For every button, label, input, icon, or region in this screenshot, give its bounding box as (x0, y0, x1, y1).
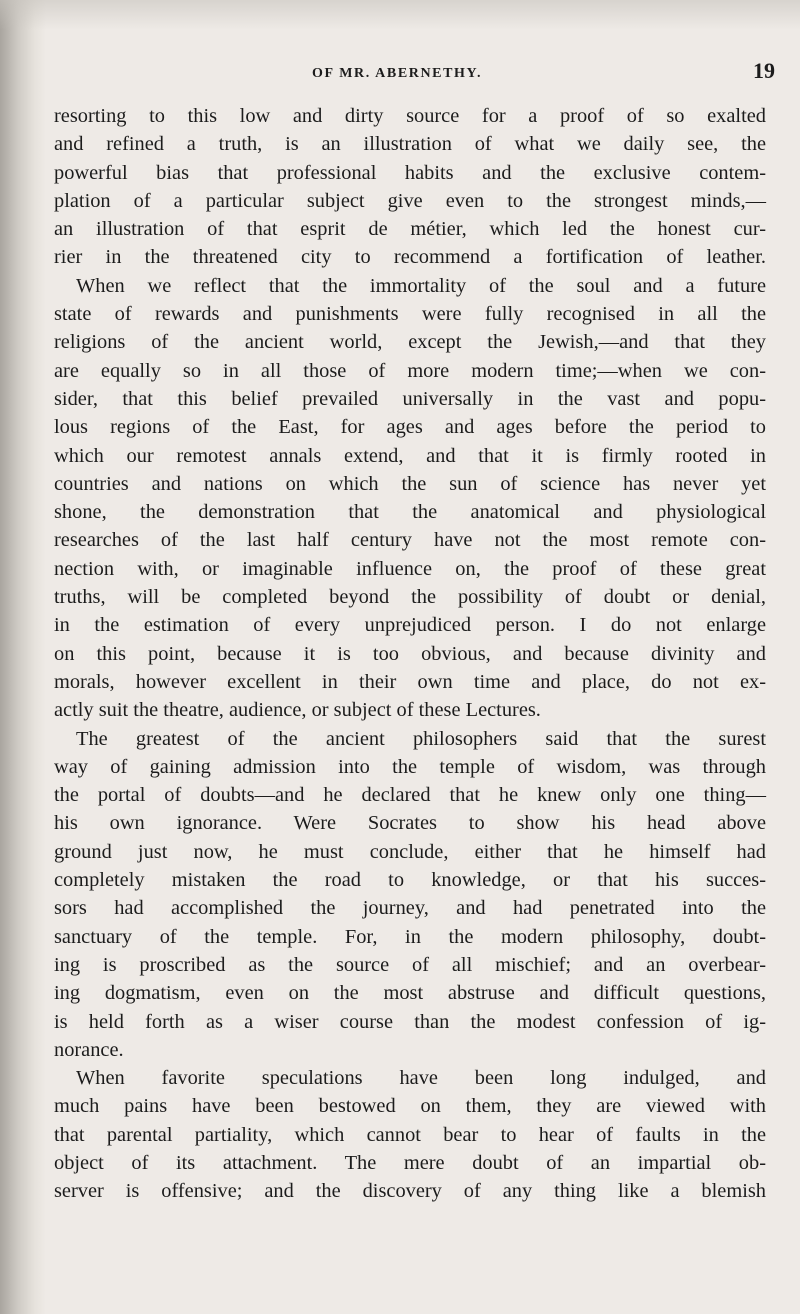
text-line: ing dogmatism, even on the most abstruse and difficult questions, (54, 982, 766, 1005)
text-line: religions of the ancient world, except the Jewish,—and that they (54, 331, 766, 354)
text-line: object of its attachment. The mere doubt of an impartial ob- (54, 1151, 766, 1174)
text-line: in the estimation of every unprejudiced person. I do not enlarge (54, 614, 766, 637)
page-binding-shadow (0, 0, 46, 1314)
text-line: rier in the threatened city to recommend a fortification of leather. (54, 246, 766, 269)
text-line: his own ignorance. Were Socrates to show his head above (54, 812, 766, 835)
text-line: countries and nations on which the sun of science has never yet (54, 472, 766, 495)
text-line: When favorite speculations have been long indulged, and (76, 1067, 766, 1090)
text-line: The greatest of the ancient philosophers said that the surest (76, 727, 766, 750)
text-line: way of gaining admission into the temple of wisdom, was through (54, 755, 766, 778)
text-line: truths, will be completed beyond the possibility of doubt or denial, (54, 586, 766, 609)
text-line: researches of the last half century have not the most remote con- (54, 529, 766, 552)
text-line: completely mistaken the road to knowledge, or that his succes- (54, 869, 766, 892)
text-line: resorting to this low and dirty source for a proof of so exalted (54, 105, 766, 127)
text-line: which our remotest annals extend, and that it is firmly rooted in (54, 444, 766, 467)
text-line: an illustration of that esprit de métier, which led the honest cur- (54, 218, 766, 241)
page-top-shadow (0, 0, 800, 30)
text-line: the portal of doubts—and he declared that he knew only one thing— (54, 784, 766, 807)
text-line: that parental partiality, which cannot bear to hear of faults in the (54, 1123, 766, 1146)
running-header: OF MR. ABERNETHY. (312, 66, 483, 81)
text-line: powerful bias that professional habits and the exclusive contem- (54, 161, 766, 184)
text-line: sanctuary of the temple. For, in the modern philosophy, doubt- (54, 925, 766, 948)
text-line: and refined a truth, is an illustration of what we daily see, the (54, 133, 766, 156)
text-line: actly suit the theatre, audience, or subject of these Lectures. (54, 699, 541, 722)
text-line: shone, the demonstration that the anatomical and physiological (54, 501, 766, 524)
text-line: lous regions of the East, for ages and ages before the period to (54, 416, 766, 439)
text-line: are equally so in all those of more modern time;—when we con- (54, 359, 766, 382)
text-line: plation of a particular subject give even to the strongest minds,— (54, 189, 766, 212)
text-line: is held forth as a wiser course than the modest confession of ig- (54, 1010, 766, 1033)
text-line: on this point, because it is too obvious, and because divinity and (54, 642, 766, 665)
text-line: ground just now, he must conclude, either that he himself had (54, 840, 766, 863)
body-text (54, 102, 766, 1206)
text-line: much pains have been bestowed on them, they are viewed with (54, 1095, 766, 1118)
text-line: server is offensive; and the discovery of any thing like a blemish (54, 1180, 766, 1203)
text-line: state of rewards and punishments were fully recognised in all the (54, 303, 766, 326)
text-line: sors had accomplished the journey, and had penetrated into the (54, 897, 766, 920)
page-number: 19 (753, 58, 775, 83)
text-line: When we reflect that the immortality of the soul and a future (76, 274, 766, 297)
text-line: morals, however excellent in their own time and place, do not ex- (54, 670, 766, 693)
text-line: ing is proscribed as the source of all mischief; and an overbear- (54, 953, 766, 976)
text-line: norance. (54, 1038, 124, 1061)
text-line: sider, that this belief prevailed universally in the vast and popu- (54, 387, 766, 410)
text-line: nection with, or imaginable influence on, the proof of these great (54, 557, 766, 580)
